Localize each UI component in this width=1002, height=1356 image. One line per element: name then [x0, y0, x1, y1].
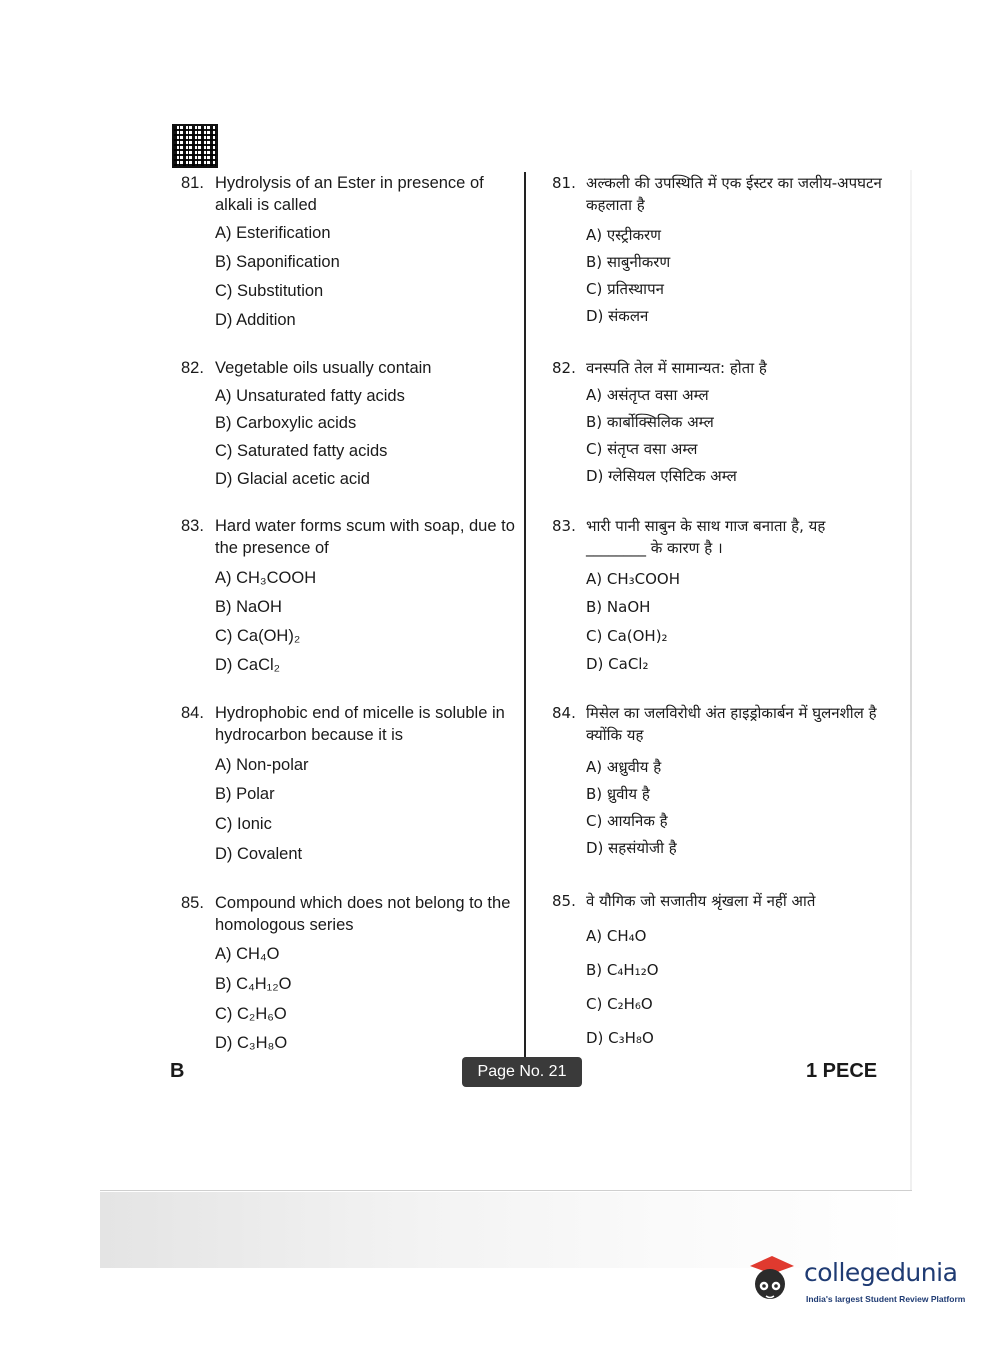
option-a: A) CH₃COOH — [215, 569, 317, 587]
option-b: B) ध्रुवीय है — [586, 785, 650, 803]
option-c: C) C₂H₆O — [586, 995, 653, 1013]
option-d: D) ग्लेसियल एसिटिक अम्ल — [586, 467, 737, 485]
option-b: B) साबुनीकरण — [586, 253, 671, 271]
option-c: C) प्रतिस्थापन — [586, 280, 664, 298]
option-a: A) Unsaturated fatty acids — [215, 387, 405, 405]
question-stem: वनस्पति तेल में सामान्यत: होता है — [586, 359, 767, 377]
question-84-hi — [552, 702, 882, 857]
option-a: A) Esterification — [215, 224, 331, 242]
question-number: 81. — [552, 174, 576, 192]
option-d: D) C₃H₈O — [586, 1029, 654, 1047]
option-a: A) CH₄O — [586, 927, 647, 945]
option-a: A) CH₄O — [215, 945, 280, 963]
question-stem: Compound which does not belong to the homologous series — [215, 894, 511, 934]
option-d: D) CaCl₂ — [215, 656, 281, 674]
question-83-hi — [552, 515, 882, 673]
option-d: D) Glacial acetic acid — [215, 470, 370, 488]
option-d: D) सहसंयोजी है — [586, 839, 677, 857]
question-83-en — [181, 515, 516, 674]
option-d: D) संकलन — [586, 307, 649, 325]
question-stem: वे यौगिक जो सजातीय श्रृंखला में नहीं आते — [586, 892, 816, 910]
question-number: 83. — [552, 517, 576, 535]
option-d: D) Covalent — [215, 845, 303, 863]
question-82-hi — [552, 357, 882, 485]
question-81-en — [181, 172, 516, 329]
question-number: 82. — [181, 359, 204, 377]
question-number: 85. — [552, 892, 576, 910]
option-c: C) Substitution — [215, 282, 324, 300]
option-d: D) CaCl₂ — [586, 655, 649, 673]
collegedunia-logo — [744, 1252, 974, 1312]
question-number: 85. — [181, 894, 204, 912]
option-b: B) Carboxylic acids — [215, 414, 357, 432]
option-b: B) C₄H₁₂O — [215, 975, 292, 993]
option-a: A) एस्ट्रीकरण — [586, 226, 661, 244]
logo-tagline: India's largest Student Review Platform — [806, 1294, 966, 1304]
option-c: C) C₂H₆O — [215, 1005, 287, 1023]
option-a: A) अध्रुवीय है — [586, 758, 662, 776]
question-number: 81. — [181, 174, 204, 192]
option-b: B) Polar — [215, 785, 275, 803]
paper-code: 1 PECE — [806, 1060, 878, 1082]
option-a: A) Non-polar — [215, 756, 309, 774]
page-edge — [910, 170, 912, 1190]
question-82-en — [181, 357, 516, 488]
option-a: A) CH₃COOH — [586, 570, 681, 588]
option-d: D) Addition — [215, 311, 296, 329]
question-85-en — [181, 892, 516, 1052]
option-c: C) Saturated fatty acids — [215, 442, 388, 460]
column-divider — [524, 172, 526, 1060]
option-a: A) असंतृप्त वसा अम्ल — [586, 386, 709, 404]
question-stem: Hard water forms scum with soap, due to the presence of — [215, 517, 515, 557]
question-81-hi — [552, 172, 882, 325]
question-number: 82. — [552, 359, 576, 377]
option-c: C) आयनिक है — [586, 812, 668, 830]
set-label: B — [170, 1060, 185, 1082]
question-stem: भारी पानी साबुन के साथ गाज बनाता है, यह ________ के कारण है । — [586, 517, 826, 557]
question-stem: Hydrophobic end of micelle is soluble in hydrocarbon because it is — [215, 704, 505, 744]
logo-name: collegedunia — [804, 1258, 958, 1287]
option-c: C) संतृप्त वसा अम्ल — [586, 440, 698, 458]
option-b: B) NaOH — [215, 598, 282, 616]
qr-code-icon — [172, 124, 218, 168]
question-stem: Hydrolysis of an Ester in presence of alkali is called — [215, 174, 484, 214]
option-d: D) C₃H₈O — [215, 1034, 288, 1052]
question-stem: मिसेल का जलविरोधी अंत हाइड्रोकार्बन में घुलनशील है क्योंकि यह — [586, 704, 877, 744]
scan-edge-line — [100, 1190, 912, 1191]
mascot-icon — [744, 1252, 800, 1308]
option-b: B) NaOH — [586, 598, 651, 616]
question-stem: अल्कली की उपस्थिति में एक ईस्टर का जलीय-अपघटन कहलाता है — [586, 174, 882, 214]
question-number: 84. — [552, 704, 576, 722]
question-84-en — [181, 702, 516, 863]
question-number: 83. — [181, 517, 204, 535]
option-b: B) Saponification — [215, 253, 340, 271]
option-b: B) C₄H₁₂O — [586, 961, 659, 979]
option-b: B) कार्बोक्सिलिक अम्ल — [586, 413, 714, 431]
option-c: C) Ca(OH)₂ — [215, 627, 301, 645]
option-c: C) Ionic — [215, 815, 272, 833]
option-c: C) Ca(OH)₂ — [586, 627, 668, 645]
question-85-hi — [552, 890, 882, 1047]
question-stem: Vegetable oils usually contain — [215, 359, 432, 377]
page-number-badge: Page No. 21 — [462, 1057, 582, 1087]
question-number: 84. — [181, 704, 204, 722]
